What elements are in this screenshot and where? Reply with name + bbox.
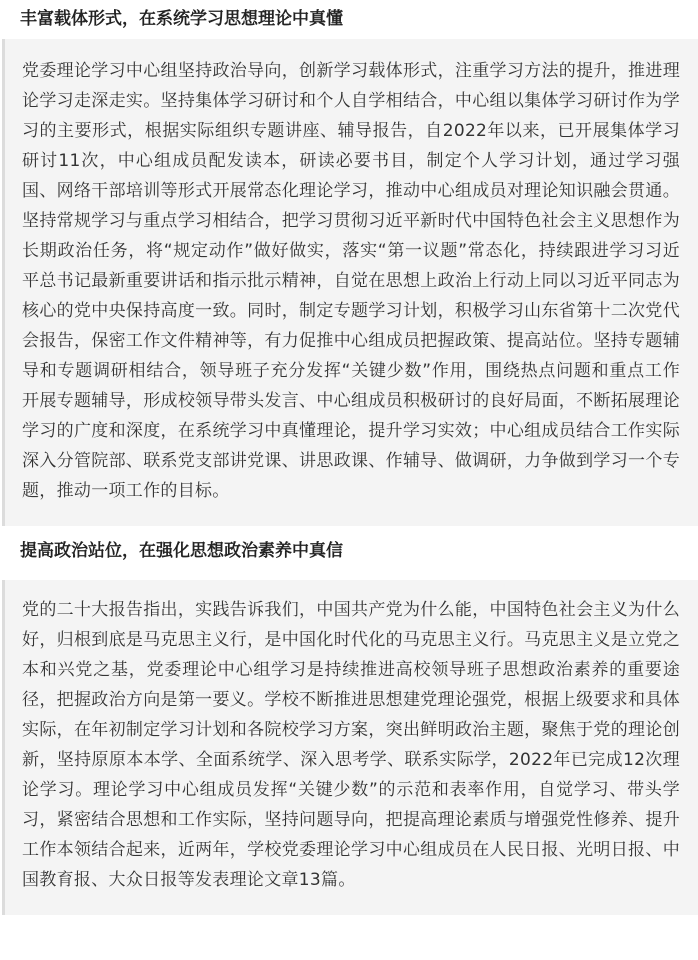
section-body-1 (2, 39, 698, 526)
section-paragraph-1: 党委理论学习中心组坚持政治导向，创新学习载体形式，注重学习方法的提升，推进理论学习走深走实。坚持集体学习研讨和个人自学相结合，中心组以集体学习研讨作为学习的主要形式，根据实际组织专题讲座、辅导报告，自2022年以来，已开展集体学习研讨11次，中心组成员配发读本，研读必要书目，制定个人学习计划，通过学习强国、网络干部培训等形式开展常态化理论学习，推动中心组成员对理论知识融会贯通。坚持常规学习与重点学习相结合，把学习贯彻习近平新时代中国特色社会主义思想作为长期政治任务，将“规定动作”做好做实，落实“第一议题”常态化，持续跟进学习习近平总书记最新重要讲话和指示批示精神，自觉在思想上政治上行动上同以习近平同志为核心的党中央保持高度一致。同时，制定专题学习计划，积极学习山东省第十二次党代会报告，保密工作文件精神等，有力促推中心组成员把握政策、提高站位。坚持专题辅导和专题调研相结合，领导班子充分发挥“关键少数”作用，围绕热点问题和重点工作开展专题辅导，形成校领导带头发言、中心组成员积极研讨的良好局面，不断拓展理论学习的广度和深度，在系统学习中真懂理论，提升学习实效；中心组成员结合工作实际深入分管院部、联系党支部讲党课、讲思政课、作辅导、做调研，力争做到学习一个专题，推动一项工作的目标。 (22, 61, 680, 501)
section-heading-1: 丰富载体形式，在系统学习思想理论中真懂 (20, 9, 343, 29)
section-paragraph-2: 党的二十大报告指出，实践告诉我们，中国共产党为什么能，中国特色社会主义为什么好，归根到底是马克思主义行，是中国化时代化的马克思主义行。马克思主义是立党之本和兴党之基，党委理论中心组学习是持续推进高校领导班子思想政治素养的重要途径，把握政治方向是第一要义。学校不断推进思想建党理论强党，根据上级要求和具体实际，在年初制定学习计划和各院校学习方案，突出鲜明政治主题，聚焦于党的理论创新，坚持原原本本学、全面系统学、深入思考学、联系实际学，2022年已完成12次理论学习。理论学习中心组成员发挥“关键少数”的示范和表率作用，自觉学习、带头学习，紧密结合思想和工作实际，坚持问题导向，把提高理论素质与增强党性修养、提升工作本领结合起来，近两年，学校党委理论学习中心组成员在人民日报、光明日报、中国教育报、大众日报等发表理论文章13篇。 (22, 600, 680, 890)
section-body-2 (2, 580, 698, 915)
section-heading-2: 提高政治站位，在强化思想政治素养中真信 (20, 541, 343, 561)
